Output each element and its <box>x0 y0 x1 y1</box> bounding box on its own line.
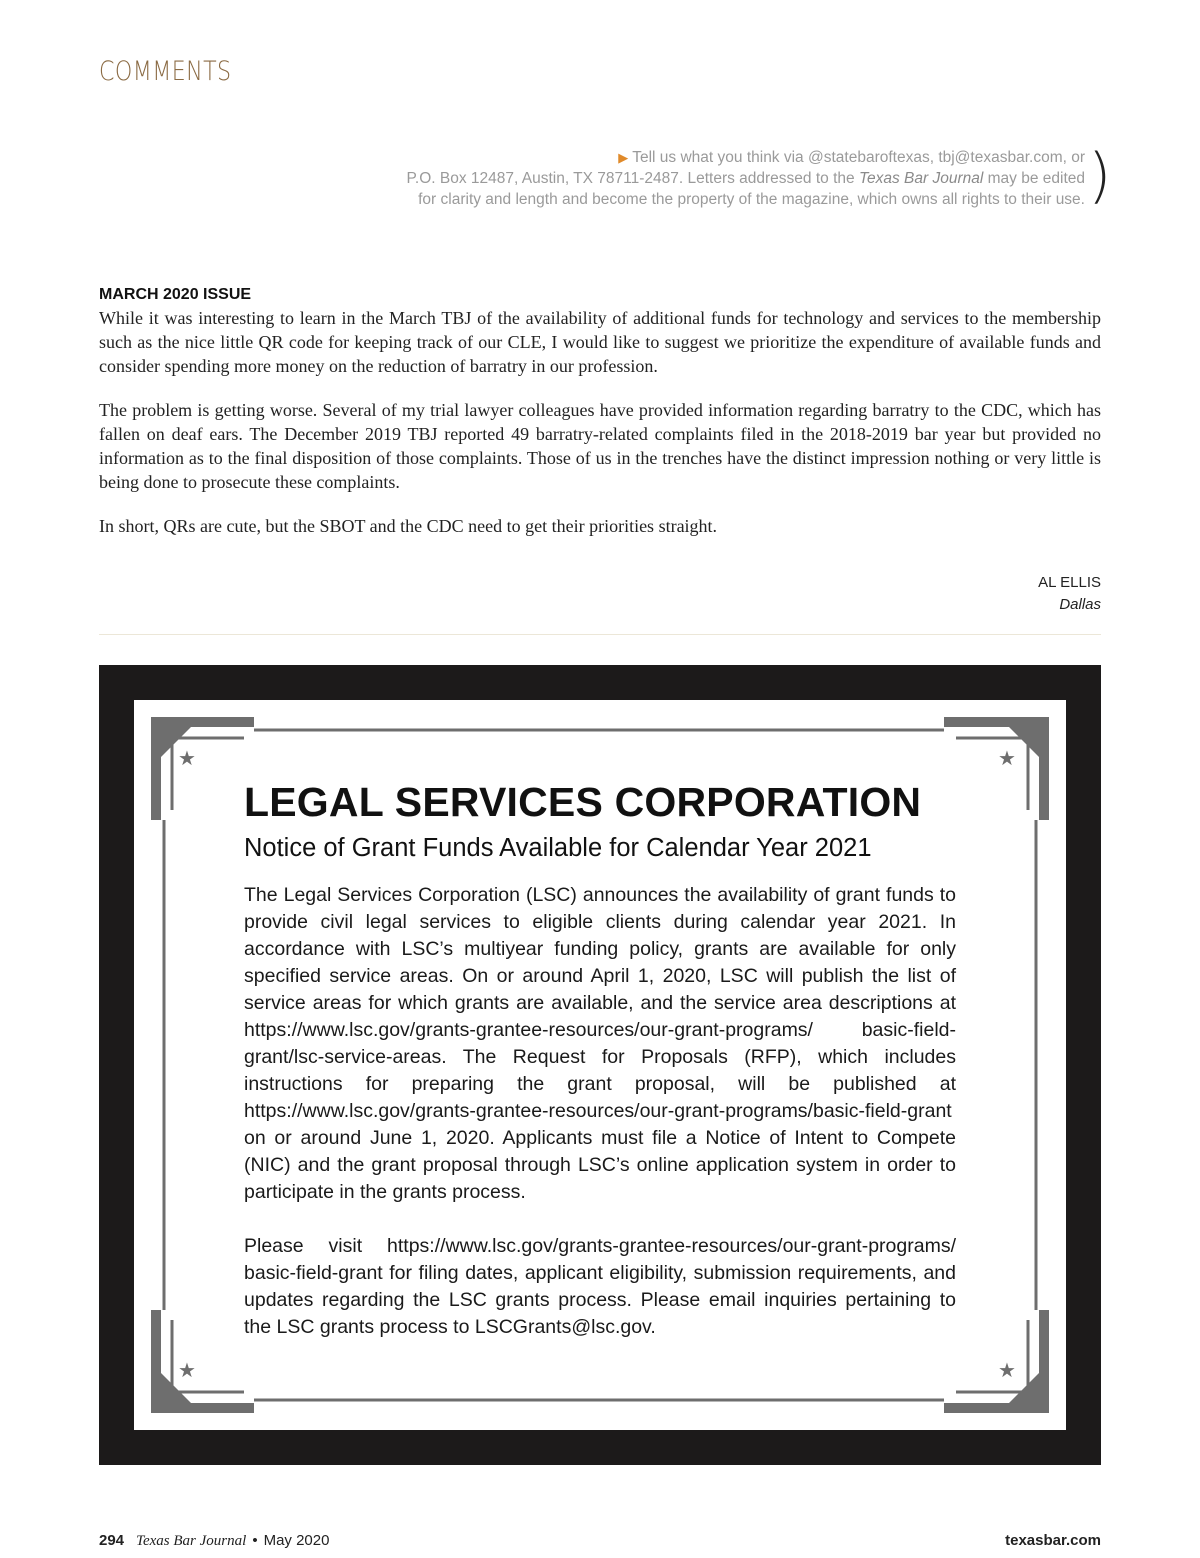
ad-title: LEGAL SERVICES CORPORATION <box>244 779 922 825</box>
ad-subtitle: Notice of Grant Funds Available for Calendar Year 2021 <box>244 834 872 862</box>
contact-line-2-post: may be edited <box>983 170 1085 187</box>
footer-site: texasbar.com <box>1005 1532 1101 1549</box>
ad-paragraph: Please visit https://www.lsc.gov/grants-grantee-resources/our-grant-programs/ basic-field-grant for filing dates, applicant eligibility, submission requirements, and updates regarding the LSC grants process. Please email inquiries pertaining to the LSC grants process to LSCGrants@lsc.gov. <box>244 1235 956 1338</box>
contact-info <box>325 147 1085 210</box>
contact-line-3: for clarity and length and become the property of the magazine, which owns all rights to their use. <box>418 191 1085 208</box>
star-icon: ★ <box>998 746 1016 770</box>
letter <box>99 286 1101 558</box>
star-icon: ★ <box>178 746 196 770</box>
journal-name: Texas Bar Journal <box>858 170 984 187</box>
letter-paragraph: While it was interesting to learn in the March TBJ of the availability of additional funds for technology and services to the membership such as the nice little QR code for keeping track of our CLE, I would like to suggest we prioritize the expenditure of available funds and consider spending more money on the reduction of barratry in our profession. <box>99 308 1101 376</box>
page-footer <box>99 1532 1101 1554</box>
letter-signature <box>1038 572 1101 616</box>
ad-paragraph: The Legal Services Corporation (LSC) announces the availability of grant funds to provide civil legal services to eligible clients during calendar year 2021. In accordance with LSC’s multiyear funding policy, grants are available for only specified service areas. On or around April 1, 2020, LSC will publish the list of service areas for which grants are available, and the service area descriptions at https://www.lsc.gov/grants-grantee-resources/our-grant-programs/ basic-field-grant/lsc-service-areas. The Request for Proposals (RFP), which includes instructions for preparing the grant proposal, will be published at https://www.lsc.gov/grants-grantee-resources/our-grant-programs/basic-field-grant on or around June 1, 2020. Applicants must file a Notice of Intent to Compete (NIC) and the grant proposal through LSC’s online application system in order to participate in the grants process. <box>244 884 956 1203</box>
star-icon: ★ <box>998 1358 1016 1382</box>
letter-heading: MARCH 2020 ISSUE <box>99 286 252 303</box>
section-title: COMMENTS <box>99 56 232 87</box>
footer-journal: Texas Bar Journal <box>136 1533 247 1549</box>
advertisement-panel <box>134 700 1066 1430</box>
advertisement-content <box>244 778 956 1368</box>
advertisement <box>99 665 1101 1465</box>
letter-paragraph: In short, QRs are cute, but the SBOT and the CDC need to get their priorities straight. <box>99 516 718 536</box>
contact-line-2-pre: P.O. Box 12487, Austin, TX 78711-2487. Letters addressed to the <box>406 170 859 187</box>
divider <box>99 634 1101 635</box>
closing-parenthesis: ) <box>1088 141 1112 211</box>
page-number: 294 <box>99 1532 125 1549</box>
author-city: Dallas <box>1059 596 1101 613</box>
letter-paragraph: The problem is getting worse. Several of my trial lawyer colleagues have provided information regarding barratry to the CDC, which has fallen on deaf ears. The December 2019 TBJ reported 49 barratry-related complaints filed in the 2018-2019 bar year but provided no information as to the final disposition of those complaints. Those of us in the trenches have the distinct impression nothing or very little is being done to prosecute these complaints. <box>99 400 1101 492</box>
author-name: AL ELLIS <box>1038 574 1101 591</box>
star-icon: ★ <box>178 1358 196 1382</box>
footer-issue: May 2020 <box>263 1532 330 1549</box>
footer-bullet: • <box>252 1532 258 1549</box>
arrow-right-icon: ▶ <box>618 150 629 165</box>
contact-line-1: Tell us what you think via @statebaroftexas, tbj@texasbar.com, or <box>632 149 1085 166</box>
